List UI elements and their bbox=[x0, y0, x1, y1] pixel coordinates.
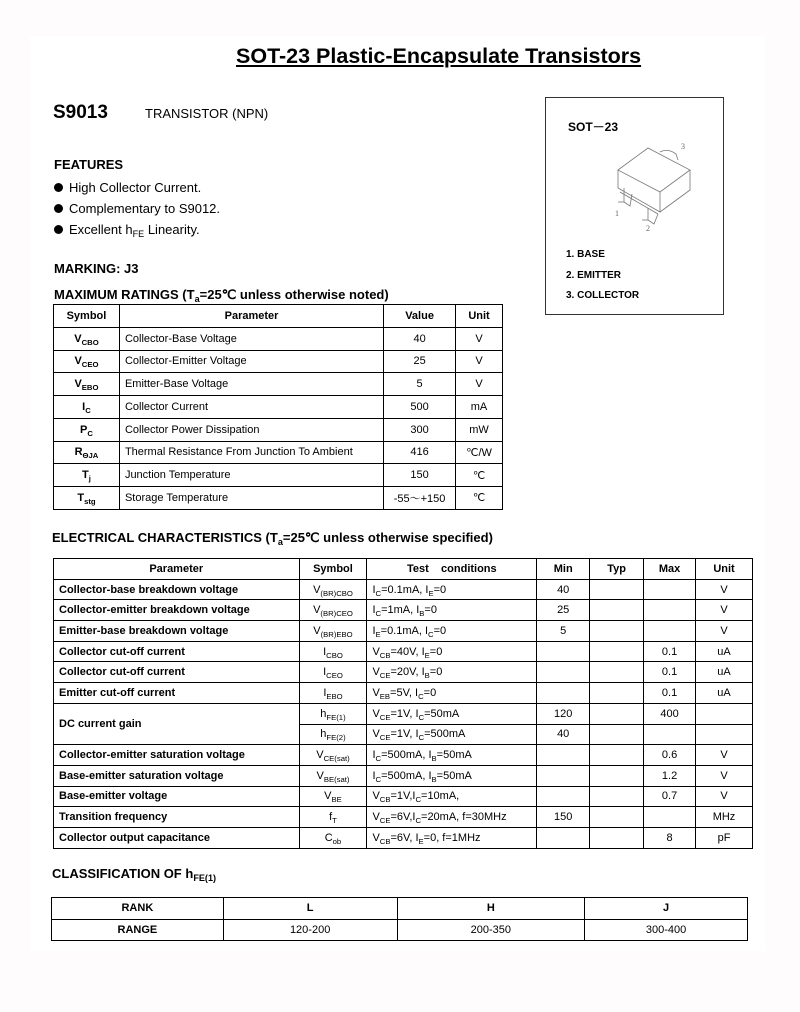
unit-cell bbox=[696, 703, 753, 724]
symbol-cell: $I_C$ bbox=[54, 396, 120, 419]
value-cell: 416 bbox=[384, 441, 456, 464]
table-row bbox=[54, 745, 753, 766]
test-conditions-cell: $V_{CE}=1V$, $I_C=50mA$ bbox=[367, 703, 537, 724]
min-cell: 25 bbox=[537, 600, 590, 621]
parameter-cell: Collector-emitter saturation voltage bbox=[54, 745, 300, 766]
symbol-cell: $P_C$ bbox=[54, 418, 120, 441]
max-ratings-heading: MAXIMUM RATINGS ($T_a=25℃$ unless otherwise noted) bbox=[54, 287, 389, 304]
max-ratings-table bbox=[53, 304, 503, 510]
unit-cell: V bbox=[696, 579, 753, 600]
unit-cell: mA bbox=[456, 396, 503, 419]
unit-cell bbox=[696, 724, 753, 745]
unit-cell: V bbox=[456, 327, 503, 350]
unit-cell: ℃/W bbox=[456, 441, 503, 464]
feature-item: Excellent $h_{FE}$ Linearity. bbox=[54, 219, 220, 240]
unit-cell: uA bbox=[696, 683, 753, 704]
unit-cell: V bbox=[696, 786, 753, 807]
table-row bbox=[54, 600, 753, 621]
table-row bbox=[54, 418, 503, 441]
typ-cell bbox=[590, 683, 644, 704]
unit-cell: MHz bbox=[696, 807, 753, 828]
parameter-cell: Collector output capacitance bbox=[54, 827, 300, 848]
parameter-cell: Junction Temperature bbox=[119, 464, 383, 487]
max-cell: 8 bbox=[644, 827, 696, 848]
min-cell bbox=[537, 827, 590, 848]
pin-base: 1. BASE bbox=[566, 249, 605, 260]
table-row bbox=[54, 487, 503, 510]
unit-cell: V bbox=[456, 350, 503, 373]
unit-cell: pF bbox=[696, 827, 753, 848]
svg-text:2: 2 bbox=[646, 224, 650, 232]
unit-cell: V bbox=[696, 745, 753, 766]
unit-cell: V bbox=[696, 765, 753, 786]
min-cell bbox=[537, 662, 590, 683]
table-row bbox=[54, 441, 503, 464]
table-row bbox=[54, 765, 753, 786]
table-row bbox=[54, 662, 753, 683]
typ-cell bbox=[590, 579, 644, 600]
min-cell bbox=[537, 683, 590, 704]
package-box bbox=[545, 97, 724, 315]
min-cell: 5 bbox=[537, 621, 590, 642]
test-conditions-cell: $V_{CB}=6V$, $I_E=0$, f=1MHz bbox=[367, 827, 537, 848]
max-cell bbox=[644, 621, 696, 642]
typ-cell bbox=[590, 786, 644, 807]
symbol-cell: $V_{(BR)EBO}$ bbox=[299, 621, 367, 642]
symbol-cell: $V_{BE(sat)}$ bbox=[299, 765, 367, 786]
symbol-cell: $T_j$ bbox=[54, 464, 120, 487]
min-cell bbox=[537, 786, 590, 807]
bullet-icon bbox=[54, 204, 63, 213]
symbol-cell: $V_{CBO}$ bbox=[54, 327, 120, 350]
table-row bbox=[54, 807, 753, 828]
value-cell: 5 bbox=[384, 373, 456, 396]
page-title: SOT-23 Plastic-Encapsulate Transistors bbox=[236, 44, 642, 68]
table-row bbox=[54, 327, 503, 350]
typ-cell bbox=[590, 765, 644, 786]
test-conditions-cell: $V_{CE}=20V$, $I_B=0$ bbox=[367, 662, 537, 683]
parameter-cell: DC current gain bbox=[54, 703, 300, 744]
max-cell bbox=[644, 579, 696, 600]
symbol-cell: $V_{CE(sat)}$ bbox=[299, 745, 367, 766]
value-cell: 150 bbox=[384, 464, 456, 487]
classification-heading: CLASSIFICATION OF $h_{FE(1)}$ bbox=[52, 866, 217, 883]
electrical-characteristics-table bbox=[53, 558, 753, 849]
typ-cell bbox=[590, 827, 644, 848]
max-cell bbox=[644, 807, 696, 828]
min-cell bbox=[537, 641, 590, 662]
typ-cell bbox=[590, 641, 644, 662]
table-row bbox=[54, 827, 753, 848]
value-cell: 25 bbox=[384, 350, 456, 373]
typ-cell bbox=[590, 600, 644, 621]
bullet-icon bbox=[54, 225, 63, 234]
table-row bbox=[54, 683, 753, 704]
part-number: S9013 bbox=[53, 102, 108, 123]
max-cell: 0.6 bbox=[644, 745, 696, 766]
table-row bbox=[54, 641, 753, 662]
parameter-cell: Collector-Emitter Voltage bbox=[119, 350, 383, 373]
unit-cell: V bbox=[696, 600, 753, 621]
table-header-row: Symbol Parameter Value Unit bbox=[54, 305, 503, 328]
test-conditions-cell: $I_C=500mA$, $I_B=50mA$ bbox=[367, 765, 537, 786]
pin-collector: 3. COLLECTOR bbox=[566, 290, 640, 301]
max-cell bbox=[644, 724, 696, 745]
electrical-heading: ELECTRICAL CHARACTERISTICS ($T_a=25℃$ unless otherwise specified) bbox=[52, 530, 493, 547]
unit-cell: ℃ bbox=[456, 464, 503, 487]
test-conditions-cell: $V_{CB}=1V,I_C=10mA$, bbox=[367, 786, 537, 807]
unit-cell: ℃ bbox=[456, 487, 503, 510]
unit-cell: V bbox=[696, 621, 753, 642]
symbol-cell: $h_{FE(1)}$ bbox=[299, 703, 367, 724]
symbol-cell: $f_T$ bbox=[299, 807, 367, 828]
parameter-cell: Collector-emitter breakdown voltage bbox=[54, 600, 300, 621]
symbol-cell: $V_{(BR)CEO}$ bbox=[299, 600, 367, 621]
test-conditions-cell: $V_{CE}=1V$, $I_C=500mA$ bbox=[367, 724, 537, 745]
part-type: TRANSISTOR (NPN) bbox=[145, 106, 269, 121]
symbol-cell: $R_{\Theta JA}$ bbox=[54, 441, 120, 464]
typ-cell bbox=[590, 724, 644, 745]
value-cell: 300 bbox=[384, 418, 456, 441]
unit-cell: uA bbox=[696, 662, 753, 683]
table-row bbox=[54, 373, 503, 396]
symbol-cell: $h_{FE(2)}$ bbox=[299, 724, 367, 745]
unit-cell: V bbox=[456, 373, 503, 396]
parameter-cell: Emitter-base breakdown voltage bbox=[54, 621, 300, 642]
sot23-package-icon bbox=[598, 140, 698, 232]
symbol-cell: $C_{ob}$ bbox=[299, 827, 367, 848]
test-conditions-cell: $V_{EB}=5V$, $I_C=0$ bbox=[367, 683, 537, 704]
max-cell bbox=[644, 600, 696, 621]
pin-list bbox=[566, 245, 639, 307]
table-row bbox=[54, 621, 753, 642]
max-cell: 400 bbox=[644, 703, 696, 724]
typ-cell bbox=[590, 621, 644, 642]
parameter-cell: Base-emitter saturation voltage bbox=[54, 765, 300, 786]
features-list bbox=[54, 177, 220, 240]
marking-label: MARKING: J3 bbox=[54, 261, 139, 276]
hfe-classification-table bbox=[51, 897, 748, 941]
value-cell: -55～+150 bbox=[384, 487, 456, 510]
min-cell: 150 bbox=[537, 807, 590, 828]
table-row bbox=[54, 703, 753, 724]
min-cell: 120 bbox=[537, 703, 590, 724]
parameter-cell: Transition frequency bbox=[54, 807, 300, 828]
table-row bbox=[54, 786, 753, 807]
feature-item: Complementary to S9012. bbox=[54, 198, 220, 219]
table-row bbox=[54, 464, 503, 487]
parameter-cell: Collector Power Dissipation bbox=[119, 418, 383, 441]
parameter-cell: Base-emitter voltage bbox=[54, 786, 300, 807]
test-conditions-cell: $I_C=1mA$, $I_B=0$ bbox=[367, 600, 537, 621]
feature-item: High Collector Current. bbox=[54, 177, 220, 198]
svg-text:1: 1 bbox=[615, 209, 619, 218]
max-cell: 1.2 bbox=[644, 765, 696, 786]
min-cell bbox=[537, 765, 590, 786]
symbol-cell: $V_{CEO}$ bbox=[54, 350, 120, 373]
min-cell bbox=[537, 745, 590, 766]
min-cell: 40 bbox=[537, 579, 590, 600]
parameter-cell: Thermal Resistance From Junction To Ambient bbox=[119, 441, 383, 464]
symbol-cell: $V_{(BR)CBO}$ bbox=[299, 579, 367, 600]
parameter-cell: Collector cut-off current bbox=[54, 641, 300, 662]
rank-row: RANK L H J bbox=[52, 898, 748, 920]
parameter-cell: Storage Temperature bbox=[119, 487, 383, 510]
symbol-cell: $T_{stg}$ bbox=[54, 487, 120, 510]
value-cell: 40 bbox=[384, 327, 456, 350]
symbol-cell: $I_{CBO}$ bbox=[299, 641, 367, 662]
table-row bbox=[54, 579, 753, 600]
parameter-cell: Emitter-Base Voltage bbox=[119, 373, 383, 396]
table-row bbox=[54, 350, 503, 373]
value-cell: 500 bbox=[384, 396, 456, 419]
min-cell: 40 bbox=[537, 724, 590, 745]
typ-cell bbox=[590, 807, 644, 828]
test-conditions-cell: $V_{CE}=6V,I_C=20mA$, f=30MHz bbox=[367, 807, 537, 828]
pin-emitter: 2. EMITTER bbox=[566, 269, 622, 281]
table-row bbox=[54, 396, 503, 419]
typ-cell bbox=[590, 703, 644, 724]
typ-cell bbox=[590, 662, 644, 683]
unit-cell: uA bbox=[696, 641, 753, 662]
svg-text:3: 3 bbox=[681, 142, 685, 151]
bullet-icon bbox=[54, 183, 63, 192]
max-cell: 0.1 bbox=[644, 641, 696, 662]
parameter-cell: Collector cut-off current bbox=[54, 662, 300, 683]
package-title: SOT－23 bbox=[568, 120, 619, 134]
max-cell: 0.1 bbox=[644, 683, 696, 704]
test-conditions-cell: $I_C=500mA$, $I_B=50mA$ bbox=[367, 745, 537, 766]
symbol-cell: $V_{EBO}$ bbox=[54, 373, 120, 396]
parameter-cell: Collector-base breakdown voltage bbox=[54, 579, 300, 600]
max-cell: 0.1 bbox=[644, 662, 696, 683]
symbol-cell: $V_{BE}$ bbox=[299, 786, 367, 807]
parameter-cell: Collector-Base Voltage bbox=[119, 327, 383, 350]
range-row: RANGE 120-200 200-350 300-400 bbox=[52, 919, 748, 941]
features-heading: FEATURES bbox=[54, 157, 124, 172]
table-header-row: Parameter Symbol Test conditions Min Typ Max Unit bbox=[54, 559, 753, 580]
typ-cell bbox=[590, 745, 644, 766]
max-cell: 0.7 bbox=[644, 786, 696, 807]
parameter-cell: Emitter cut-off current bbox=[54, 683, 300, 704]
symbol-cell: $I_{EBO}$ bbox=[299, 683, 367, 704]
symbol-cell: $I_{CEO}$ bbox=[299, 662, 367, 683]
test-conditions-cell: $I_C=0.1mA$, $I_E=0$ bbox=[367, 579, 537, 600]
test-conditions-cell: $I_E=0.1mA$, $I_C=0$ bbox=[367, 621, 537, 642]
unit-cell: mW bbox=[456, 418, 503, 441]
parameter-cell: Collector Current bbox=[119, 396, 383, 419]
test-conditions-cell: $V_{CB}=40V$, $I_E=0$ bbox=[367, 641, 537, 662]
